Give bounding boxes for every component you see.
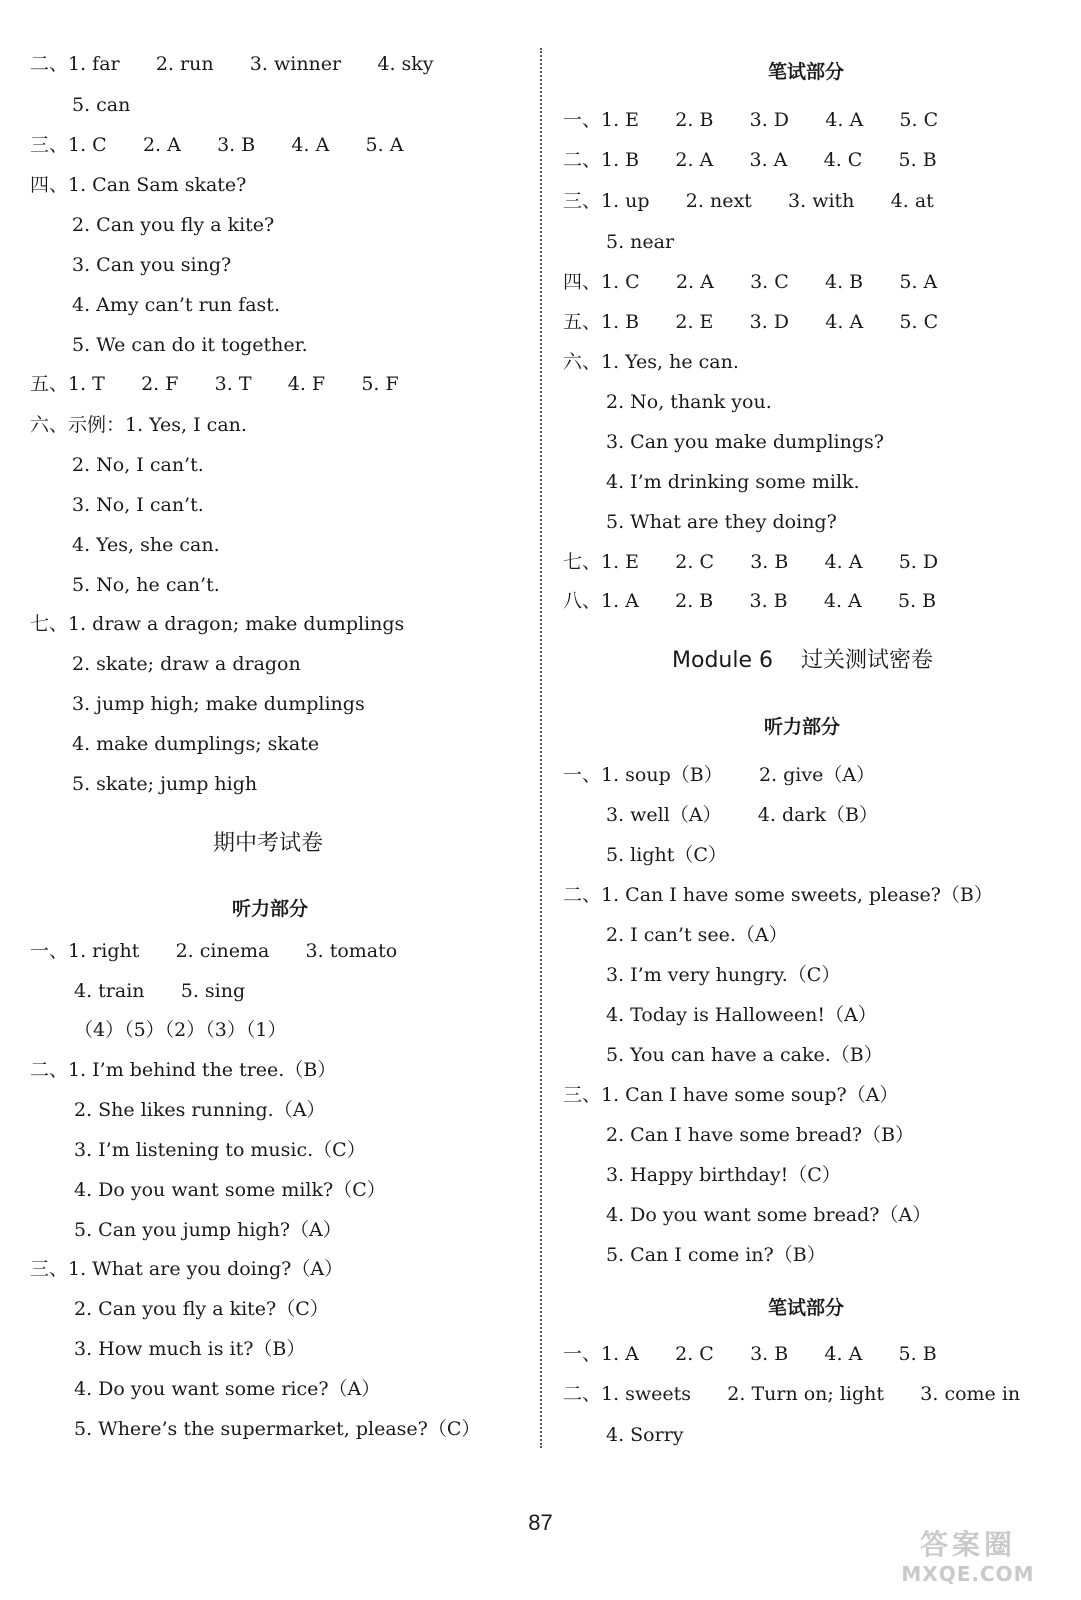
left-line: 五、1. T 2. F 3. T 4. F 5. F (30, 373, 399, 395)
right-line: 5. Can I come in?（B） (606, 1244, 826, 1266)
left-line: 4. Do you want some rice?（A） (74, 1378, 381, 1400)
left-line: 2. She likes running.（A） (74, 1099, 326, 1121)
left-line: 4. Do you want some milk?（C） (74, 1179, 386, 1201)
right-line: 一、1. soup（B） 2. give（A） (563, 764, 876, 786)
right-line: 三、1. Can I have some soup?（A） (563, 1084, 899, 1106)
right-line: 2. I can’t see.（A） (606, 924, 788, 946)
column-divider (540, 48, 542, 1448)
left-line: 二、1. I’m behind the tree.（B） (30, 1059, 337, 1081)
left-line: 2. Can you fly a kite? (72, 214, 275, 236)
right-line: 二、1. B 2. A 3. A 4. C 5. B (563, 149, 937, 171)
right-line: 三、1. up 2. next 3. with 4. at (563, 190, 934, 212)
left-line: 三、1. C 2. A 3. B 4. A 5. A (30, 134, 404, 156)
right-line: 3. well（A） 4. dark（B） (606, 804, 879, 826)
right-line: 二、1. sweets 2. Turn on; light 3. come in (563, 1383, 1021, 1405)
right-line: 二、1. Can I have some sweets, please?（B） (563, 884, 993, 906)
section-heading: 笔试部分 (768, 1297, 845, 1319)
section-heading: 听力部分 (764, 716, 841, 738)
right-line: 五、1. B 2. E 3. D 4. A 5. C (563, 311, 939, 333)
left-line: 2. Can you fly a kite?（C） (74, 1298, 329, 1320)
left-line: 5. No, he can’t. (72, 574, 220, 596)
right-line: 八、1. A 2. B 3. B 4. A 5. B (563, 590, 937, 612)
right-line: 5. near (606, 231, 675, 253)
right-line: 3. I’m very hungry.（C） (606, 964, 841, 986)
right-line: 2. Can I have some bread?（B） (606, 1124, 915, 1146)
right-line: 5. What are they doing? (606, 511, 837, 533)
section-title: Module 6 过关测试密卷 (672, 648, 933, 673)
left-line: 三、1. What are you doing?（A） (30, 1258, 344, 1280)
watermark (873, 1528, 1063, 1590)
left-line: 3. jump high; make dumplings (72, 693, 365, 715)
left-line: 5. skate; jump high (72, 773, 258, 795)
left-line: 4. make dumplings; skate (72, 733, 320, 755)
left-line: 一、1. right 2. cinema 3. tomato (30, 940, 398, 962)
left-line: 二、1. far 2. run 3. winner 4. sky (30, 53, 434, 75)
left-line: 5. Can you jump high?（A） (74, 1219, 342, 1241)
right-line: 4. Sorry (606, 1424, 684, 1446)
page-number: 87 (528, 1510, 553, 1535)
left-line: 六、示例：1. Yes, I can. (30, 414, 247, 436)
section-heading: 听力部分 (232, 898, 309, 920)
right-line: 四、1. C 2. A 3. C 4. B 5. A (563, 271, 938, 293)
left-line: 3. No, I can’t. (72, 494, 204, 516)
right-line: 4. Today is Halloween!（A） (606, 1004, 877, 1026)
left-line: 七、1. draw a dragon; make dumplings (30, 613, 405, 635)
right-line: 4. I’m drinking some milk. (606, 471, 860, 493)
left-line: 4. train 5. sing (74, 980, 246, 1002)
section-title: 期中考试卷 (213, 831, 324, 856)
right-line: 5. You can have a cake.（B） (606, 1044, 883, 1066)
left-line: 5. can (72, 94, 131, 116)
right-line: 5. light（C） (606, 844, 727, 866)
left-line: 4. Amy can’t run fast. (72, 294, 280, 316)
left-line: 5. We can do it together. (72, 334, 308, 356)
left-line: 2. skate; draw a dragon (72, 653, 301, 675)
watermark-brand: 答案圈 (919, 1528, 1016, 1561)
left-line: 四、1. Can Sam skate? (30, 174, 247, 196)
left-line: 3. I’m listening to music.（C） (74, 1139, 366, 1161)
section-heading: 笔试部分 (768, 61, 845, 83)
right-line: 2. No, thank you. (606, 391, 772, 413)
right-line: 六、1. Yes, he can. (563, 351, 739, 373)
left-line: 3. Can you sing? (72, 254, 232, 276)
right-line: 七、1. E 2. C 3. B 4. A 5. D (563, 551, 939, 573)
right-line: 一、1. A 2. C 3. B 4. A 5. B (563, 1343, 937, 1365)
right-line: 4. Do you want some bread?（A） (606, 1204, 932, 1226)
left-line: 5. Where’s the supermarket, please?（C） (74, 1418, 481, 1440)
right-line: 一、1. E 2. B 3. D 4. A 5. C (563, 109, 939, 131)
right-line: 3. Can you make dumplings? (606, 431, 884, 453)
right-line: 3. Happy birthday!（C） (606, 1164, 841, 1186)
left-line: 3. How much is it?（B） (74, 1338, 306, 1360)
watermark-site: MXQE.COM (901, 1562, 1035, 1586)
left-line: （4）（5）（2）（3）（1） (74, 1019, 287, 1041)
left-line: 4. Yes, she can. (72, 534, 220, 556)
left-line: 2. No, I can’t. (72, 454, 204, 476)
